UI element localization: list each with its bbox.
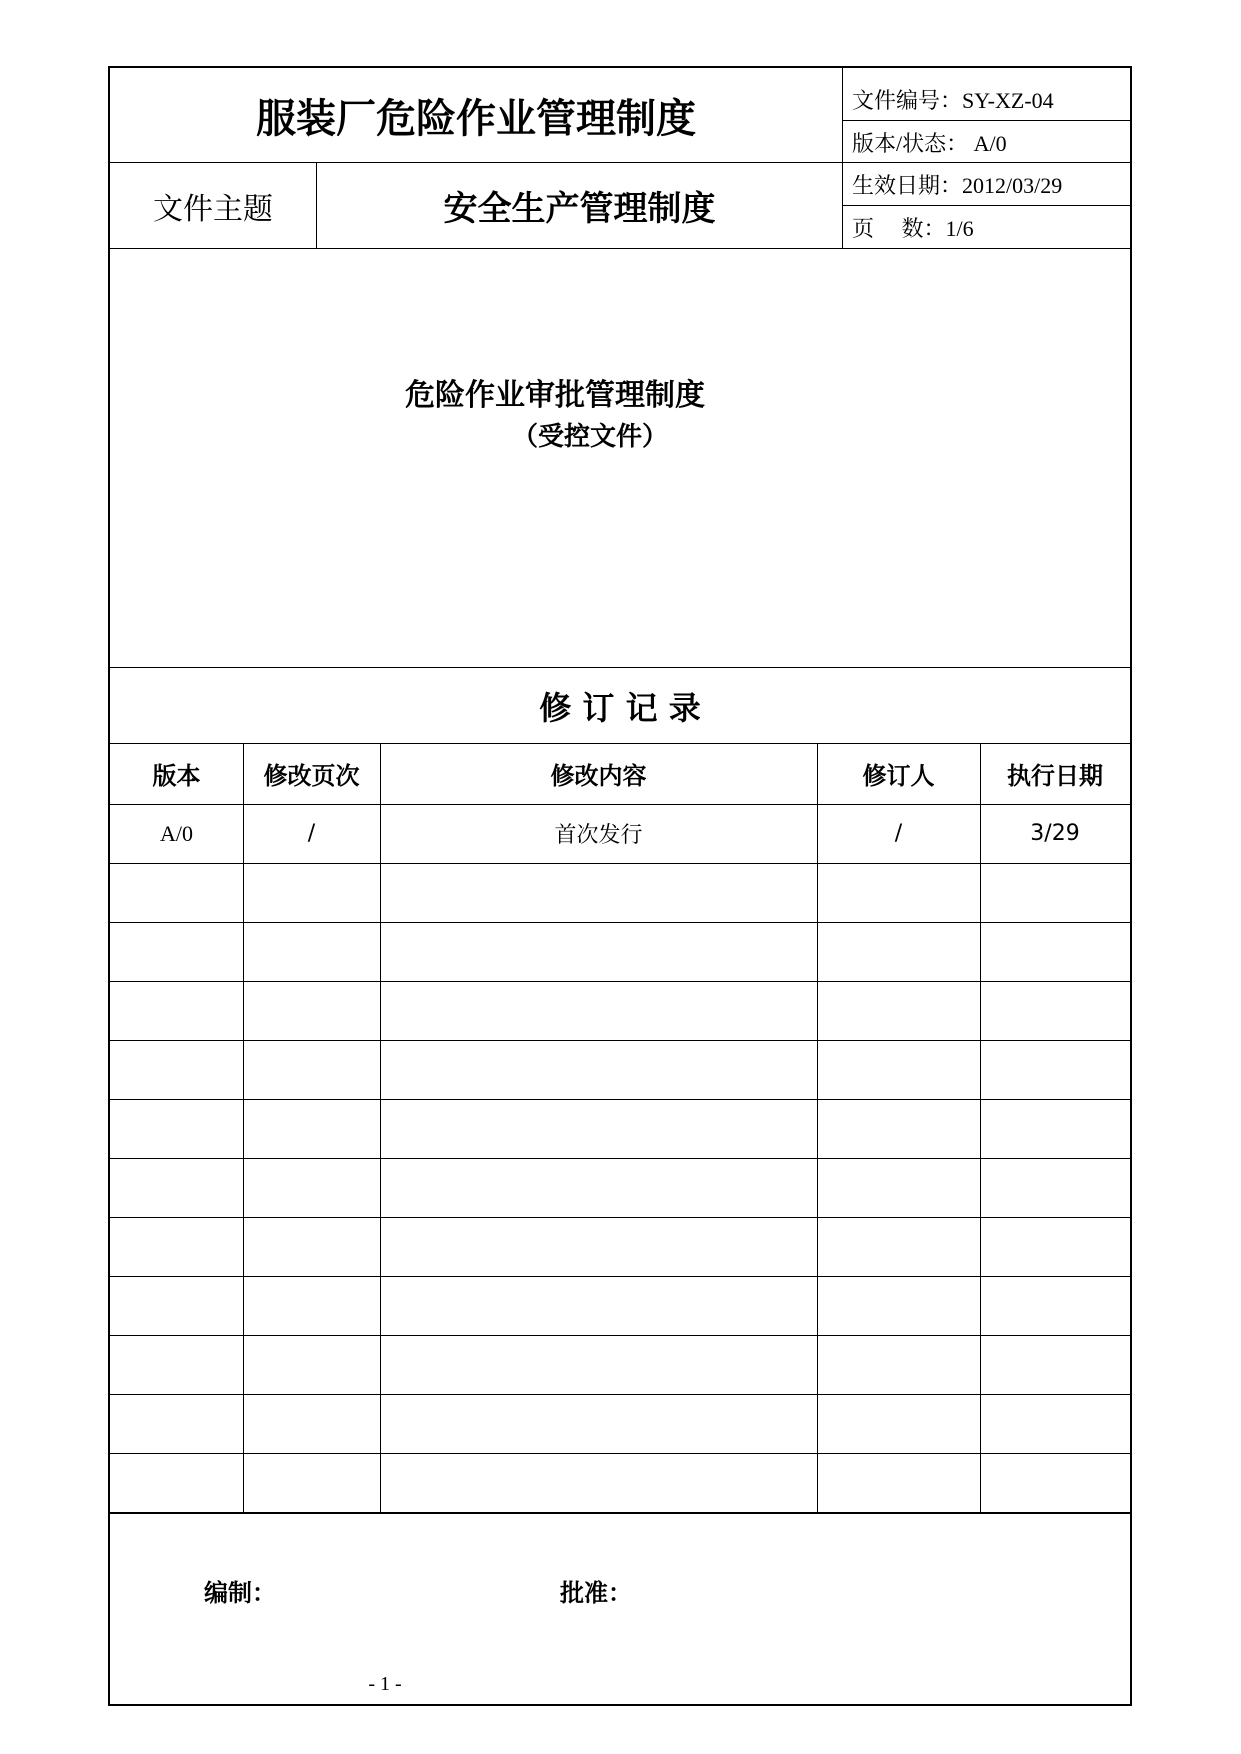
- table-cell: [243, 1099, 380, 1158]
- table-cell: [980, 981, 1130, 1040]
- table-cell: [380, 1217, 817, 1276]
- table-cell: 3/29: [1030, 821, 1080, 846]
- table-cell: [110, 1099, 243, 1158]
- table-cell: [110, 922, 243, 981]
- table-cell: [980, 1040, 1130, 1099]
- table-header-cell: 版本: [152, 762, 201, 790]
- table-cell: [243, 1158, 380, 1217]
- cover-title: 危险作业审批管理制度: [405, 378, 705, 413]
- table-cell: [380, 863, 817, 922]
- table-cell: [380, 1394, 817, 1453]
- table-cell: [380, 981, 817, 1040]
- table-cell: [817, 1335, 980, 1394]
- table-header-cell: 修改内容: [550, 762, 647, 790]
- page-count: 页 数：1/6: [852, 215, 974, 241]
- table-cell: [110, 1217, 243, 1276]
- table-cell: [817, 1158, 980, 1217]
- table-cell: [817, 1217, 980, 1276]
- table-cell: [380, 1453, 817, 1512]
- topic-label: 文件主题: [153, 191, 273, 227]
- divider: [110, 1513, 1130, 1514]
- table-cell: [817, 981, 980, 1040]
- table-cell: [980, 1099, 1130, 1158]
- table-cell: [817, 1394, 980, 1453]
- table-cell: [980, 1453, 1130, 1512]
- table-cell: [817, 1276, 980, 1335]
- table-cell: [980, 1217, 1130, 1276]
- topic-value: 安全生产管理制度: [443, 189, 716, 229]
- table-cell: [110, 1276, 243, 1335]
- table-cell: [817, 1453, 980, 1512]
- table-header-cell: 修改页次: [263, 762, 360, 790]
- table-cell: [980, 1276, 1130, 1335]
- page-number: - 1 -: [368, 1672, 402, 1695]
- table-cell: [110, 1158, 243, 1217]
- table-cell: [243, 922, 380, 981]
- doc-number: 文件编号：SY-XZ-04: [852, 87, 1054, 113]
- table-cell: [110, 1335, 243, 1394]
- table-cell: [110, 863, 243, 922]
- divider: [842, 120, 1130, 121]
- table-cell: [110, 981, 243, 1040]
- table-cell: [110, 1040, 243, 1099]
- table-cell: [817, 863, 980, 922]
- approved-by-label: 批准：: [560, 1578, 632, 1607]
- table-cell: [243, 1394, 380, 1453]
- table-cell: [110, 1394, 243, 1453]
- table-cell: [110, 1453, 243, 1512]
- table-cell: [243, 1453, 380, 1512]
- divider: [842, 68, 843, 248]
- table-cell: [243, 1276, 380, 1335]
- table-cell: [817, 1040, 980, 1099]
- table-cell: [380, 1335, 817, 1394]
- table-cell: [980, 1335, 1130, 1394]
- table-cell: [980, 1158, 1130, 1217]
- divider: [110, 248, 1130, 249]
- table-cell: [243, 1335, 380, 1394]
- table-cell: [980, 863, 1130, 922]
- table-header-cell: 执行日期: [1007, 762, 1103, 790]
- table-cell: [380, 1099, 817, 1158]
- company-title: 服装厂危险作业管理制度: [256, 95, 696, 142]
- table-cell: [243, 1217, 380, 1276]
- table-header-cell: 修订人: [862, 762, 935, 790]
- cover-subtitle: （受控文件）: [511, 421, 668, 452]
- table-cell: [980, 922, 1130, 981]
- table-cell: [817, 922, 980, 981]
- table-cell: [243, 981, 380, 1040]
- table-cell: [817, 1099, 980, 1158]
- table-cell: [243, 863, 380, 922]
- table-cell: [243, 1040, 380, 1099]
- table-cell: /: [894, 821, 903, 846]
- table-cell: [380, 1040, 817, 1099]
- effective-date: 生效日期：2012/03/29: [852, 172, 1063, 198]
- compiled-by-label: 编制：: [204, 1578, 276, 1607]
- table-cell: [380, 1158, 817, 1217]
- table-cell: [980, 1394, 1130, 1453]
- table-cell: /: [307, 821, 316, 846]
- version-status: 版本/状态： A/0: [852, 130, 1007, 156]
- table-cell: A/0: [160, 820, 193, 846]
- table-cell: [380, 922, 817, 981]
- revision-heading: 修 订 记 录: [539, 688, 701, 727]
- divider: [842, 205, 1130, 206]
- table-cell: [380, 1276, 817, 1335]
- table-cell: 首次发行: [554, 823, 643, 848]
